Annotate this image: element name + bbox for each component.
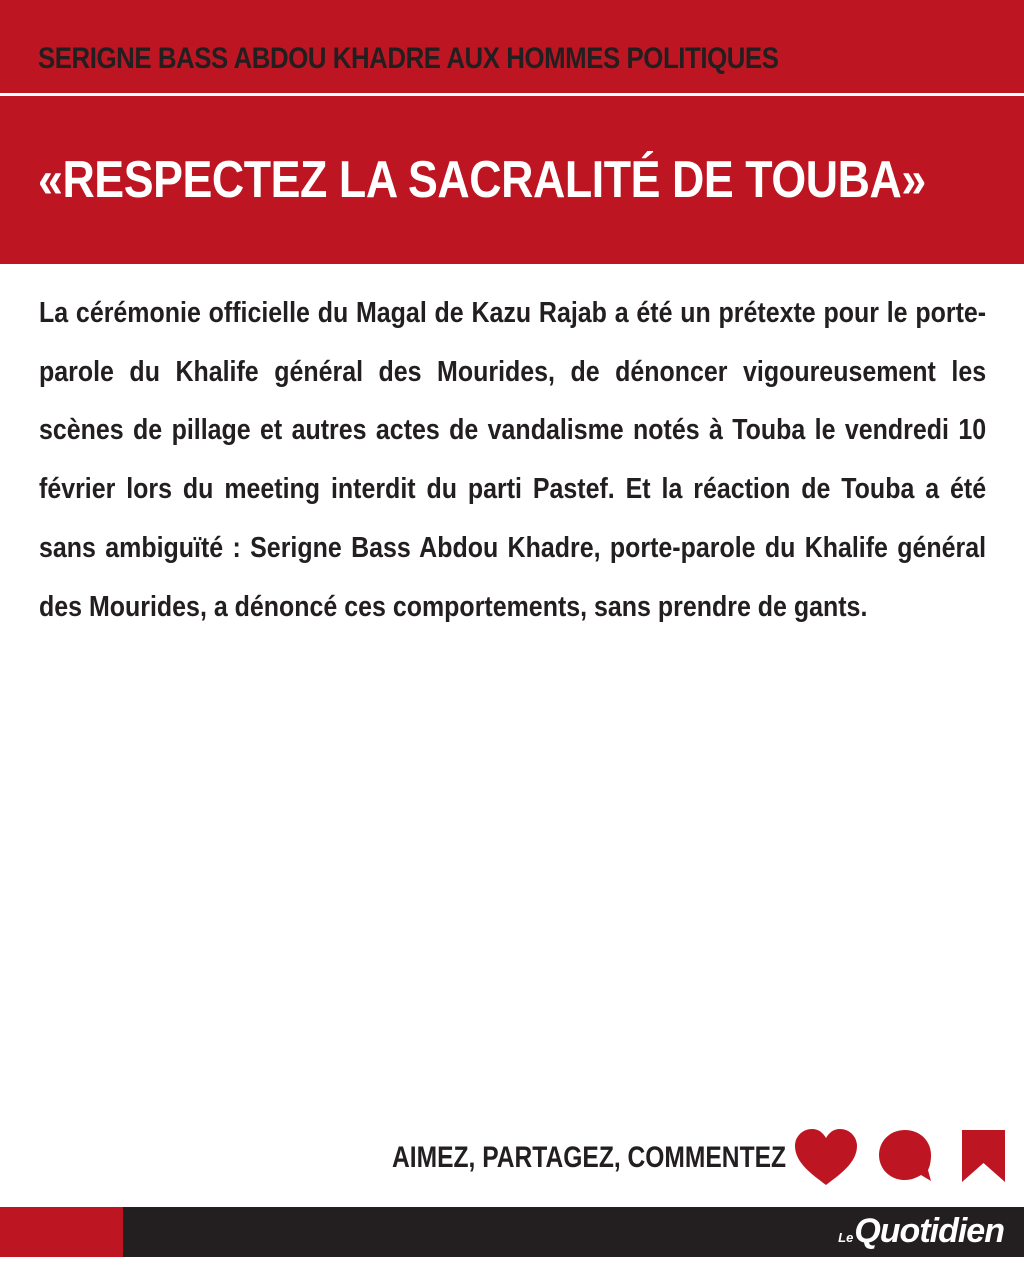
logo-name: Quotidien [854, 1212, 1004, 1250]
kicker-title: SERIGNE BASS ABDOU KHADRE AUX HOMMES POLITIQUES [38, 42, 779, 75]
article-body: La cérémonie officielle du Magal de Kazu Rajab a été un prétexte pour le porte-parole du Khalife général des Mourides, de dénoncer vigoureusement les scènes de pillage et autres actes de vandalisme notés à Touba le vendredi 10 février lors du meeting interdit du parti Pastef. Et la réaction de Touba a été sans ambiguïté : Serigne Bass Abdou Khadre, porte-parole du Khalife général des Mourides, a dénoncé ces comportements, sans prendre de gants. [39, 297, 987, 623]
brand-logo [838, 1212, 1004, 1251]
comment-icon[interactable] [877, 1128, 933, 1184]
heart-icon[interactable] [793, 1127, 859, 1187]
call-to-action: AIMEZ, PARTAGEZ, COMMENTEZ [392, 1141, 787, 1174]
bookmark-icon[interactable] [961, 1129, 1006, 1183]
logo-prefix: Le [838, 1230, 854, 1245]
header-banner [0, 0, 1024, 264]
header-divider [0, 93, 1024, 96]
headline: «RESPECTEZ LA SACRALITÉ DE TOUBA» [38, 151, 926, 209]
footer-accent [0, 1207, 123, 1257]
